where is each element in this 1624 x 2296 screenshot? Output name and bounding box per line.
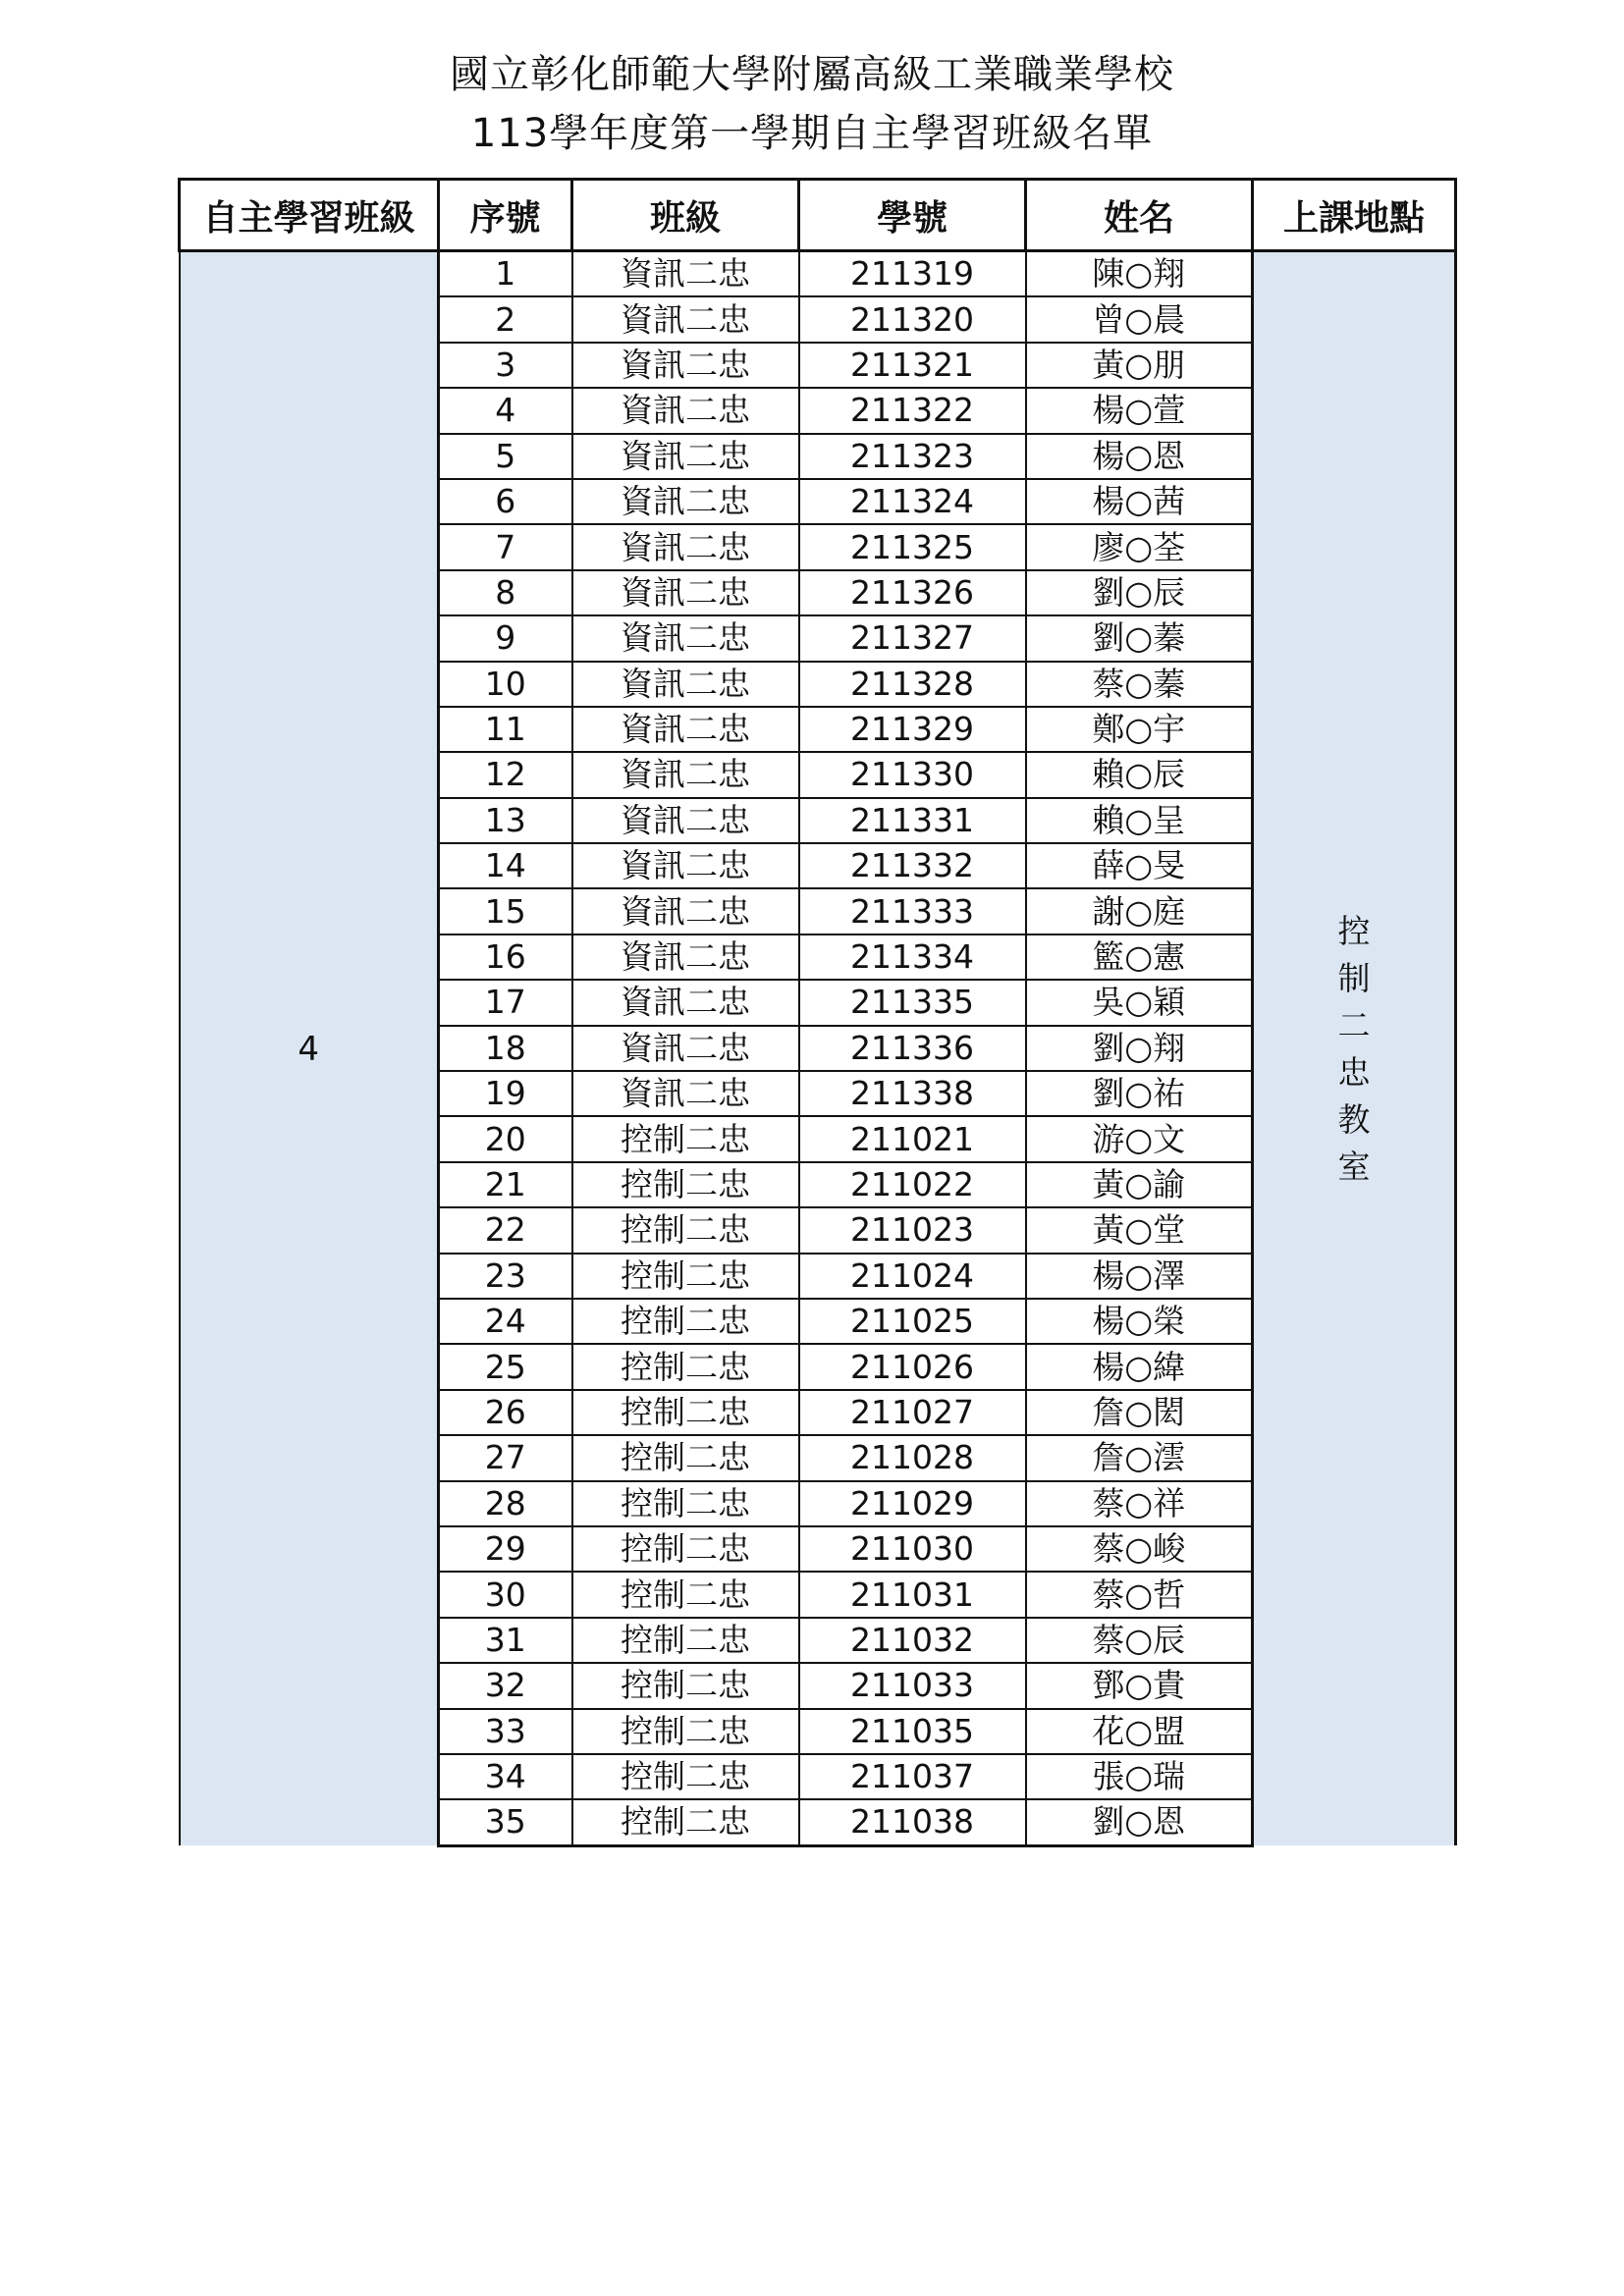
row-name-cell: 楊○萱 <box>1026 388 1253 433</box>
row-name-cell: 游○文 <box>1026 1116 1253 1161</box>
row-seq-cell: 6 <box>439 479 572 524</box>
document-title: 國立彰化師範大學附屬高級工業職業學校 <box>450 52 1174 97</box>
row-name-cell: 張○瑞 <box>1026 1754 1253 1799</box>
row-seq-cell: 11 <box>439 707 572 752</box>
row-class-cell: 控制二忠 <box>572 1799 799 1845</box>
row-student-id-cell: 211330 <box>799 752 1026 797</box>
row-class-cell: 控制二忠 <box>572 1572 799 1617</box>
row-name-cell: 詹○澐 <box>1026 1435 1253 1480</box>
row-student-id-cell: 211022 <box>799 1162 1026 1207</box>
row-class-cell: 資訊二忠 <box>572 570 799 615</box>
row-class-cell: 控制二忠 <box>572 1754 799 1799</box>
row-name-cell: 楊○緯 <box>1026 1344 1253 1389</box>
row-student-id-cell: 211031 <box>799 1572 1026 1617</box>
row-name-cell: 劉○蓁 <box>1026 615 1253 661</box>
header-location: 上課地點 <box>1253 180 1456 251</box>
row-student-id-cell: 211029 <box>799 1481 1026 1526</box>
row-student-id-cell: 211332 <box>799 843 1026 888</box>
row-seq-cell: 24 <box>439 1299 572 1344</box>
row-student-id-cell: 211331 <box>799 798 1026 843</box>
row-name-cell: 劉○翔 <box>1026 1026 1253 1071</box>
row-name-cell: 楊○澤 <box>1026 1254 1253 1299</box>
row-class-cell: 資訊二忠 <box>572 296 799 342</box>
row-class-cell: 資訊二忠 <box>572 843 799 888</box>
group-number-cell: 4 <box>180 251 439 1846</box>
document-subtitle: 113學年度第一學期自主學習班級名單 <box>470 111 1154 156</box>
row-name-cell: 蔡○哲 <box>1026 1572 1253 1617</box>
row-name-cell: 廖○荃 <box>1026 524 1253 569</box>
row-student-id-cell: 211323 <box>799 434 1026 479</box>
row-class-cell: 控制二忠 <box>572 1162 799 1207</box>
header-name: 姓名 <box>1026 180 1253 251</box>
row-class-cell: 控制二忠 <box>572 1299 799 1344</box>
row-student-id-cell: 211324 <box>799 479 1026 524</box>
table-row <box>180 251 1456 297</box>
row-student-id-cell: 211333 <box>799 888 1026 934</box>
row-student-id-cell: 211026 <box>799 1344 1026 1389</box>
row-seq-cell: 15 <box>439 888 572 934</box>
row-name-cell: 花○盟 <box>1026 1709 1253 1754</box>
row-seq-cell: 2 <box>439 296 572 342</box>
row-seq-cell: 3 <box>439 343 572 388</box>
row-name-cell: 鄭○宇 <box>1026 707 1253 752</box>
row-name-cell: 籃○憲 <box>1026 934 1253 980</box>
row-seq-cell: 4 <box>439 388 572 433</box>
row-student-id-cell: 211023 <box>799 1207 1026 1253</box>
row-class-cell: 資訊二忠 <box>572 615 799 661</box>
row-class-cell: 控制二忠 <box>572 1207 799 1253</box>
row-class-cell: 控制二忠 <box>572 1435 799 1480</box>
row-seq-cell: 23 <box>439 1254 572 1299</box>
header-group: 自主學習班級 <box>180 180 439 251</box>
row-seq-cell: 26 <box>439 1390 572 1435</box>
row-class-cell: 資訊二忠 <box>572 888 799 934</box>
row-name-cell: 蔡○辰 <box>1026 1618 1253 1663</box>
row-name-cell: 賴○辰 <box>1026 752 1253 797</box>
row-name-cell: 賴○呈 <box>1026 798 1253 843</box>
header-row <box>180 180 1456 251</box>
row-student-id-cell: 211320 <box>799 296 1026 342</box>
row-name-cell: 蔡○蓁 <box>1026 662 1253 707</box>
row-class-cell: 控制二忠 <box>572 1618 799 1663</box>
row-name-cell: 吳○穎 <box>1026 980 1253 1025</box>
row-class-cell: 控制二忠 <box>572 1344 799 1389</box>
row-seq-cell: 25 <box>439 1344 572 1389</box>
row-seq-cell: 13 <box>439 798 572 843</box>
row-student-id-cell: 211329 <box>799 707 1026 752</box>
row-class-cell: 資訊二忠 <box>572 388 799 433</box>
row-class-cell: 資訊二忠 <box>572 343 799 388</box>
table-body <box>180 251 1456 1846</box>
row-name-cell: 詹○閎 <box>1026 1390 1253 1435</box>
row-class-cell: 資訊二忠 <box>572 1071 799 1116</box>
row-student-id-cell: 211027 <box>799 1390 1026 1435</box>
row-student-id-cell: 211334 <box>799 934 1026 980</box>
row-class-cell: 控制二忠 <box>572 1481 799 1526</box>
row-student-id-cell: 211328 <box>799 662 1026 707</box>
row-student-id-cell: 211032 <box>799 1618 1026 1663</box>
row-seq-cell: 32 <box>439 1663 572 1708</box>
row-seq-cell: 22 <box>439 1207 572 1253</box>
row-class-cell: 控制二忠 <box>572 1526 799 1572</box>
row-seq-cell: 31 <box>439 1618 572 1663</box>
row-class-cell: 控制二忠 <box>572 1390 799 1435</box>
row-seq-cell: 18 <box>439 1026 572 1071</box>
row-student-id-cell: 211021 <box>799 1116 1026 1161</box>
row-class-cell: 資訊二忠 <box>572 798 799 843</box>
row-student-id-cell: 211030 <box>799 1526 1026 1572</box>
row-student-id-cell: 211322 <box>799 388 1026 433</box>
row-student-id-cell: 211037 <box>799 1754 1026 1799</box>
row-name-cell: 蔡○峻 <box>1026 1526 1253 1572</box>
row-seq-cell: 35 <box>439 1799 572 1845</box>
row-seq-cell: 33 <box>439 1709 572 1754</box>
row-class-cell: 資訊二忠 <box>572 434 799 479</box>
row-student-id-cell: 211028 <box>799 1435 1026 1480</box>
row-class-cell: 控制二忠 <box>572 1663 799 1708</box>
student-roster-table <box>178 178 1457 1847</box>
row-class-cell: 控制二忠 <box>572 1116 799 1161</box>
row-class-cell: 控制二忠 <box>572 1254 799 1299</box>
row-class-cell: 資訊二忠 <box>572 1026 799 1071</box>
row-seq-cell: 12 <box>439 752 572 797</box>
row-seq-cell: 5 <box>439 434 572 479</box>
header-student-id: 學號 <box>799 180 1026 251</box>
row-name-cell: 楊○茜 <box>1026 479 1253 524</box>
row-class-cell: 控制二忠 <box>572 1709 799 1754</box>
row-name-cell: 謝○庭 <box>1026 888 1253 934</box>
row-name-cell: 黃○諭 <box>1026 1162 1253 1207</box>
row-seq-cell: 19 <box>439 1071 572 1116</box>
row-name-cell: 劉○恩 <box>1026 1799 1253 1845</box>
row-seq-cell: 29 <box>439 1526 572 1572</box>
row-class-cell: 資訊二忠 <box>572 662 799 707</box>
row-seq-cell: 14 <box>439 843 572 888</box>
row-seq-cell: 21 <box>439 1162 572 1207</box>
row-class-cell: 資訊二忠 <box>572 980 799 1025</box>
row-name-cell: 蔡○祥 <box>1026 1481 1253 1526</box>
row-name-cell: 陳○翔 <box>1026 251 1253 297</box>
row-seq-cell: 28 <box>439 1481 572 1526</box>
row-seq-cell: 8 <box>439 570 572 615</box>
row-name-cell: 曾○晨 <box>1026 296 1253 342</box>
header-seq: 序號 <box>439 180 572 251</box>
row-seq-cell: 27 <box>439 1435 572 1480</box>
row-seq-cell: 9 <box>439 615 572 661</box>
row-name-cell: 鄧○貴 <box>1026 1663 1253 1708</box>
row-class-cell: 資訊二忠 <box>572 934 799 980</box>
row-student-id-cell: 211335 <box>799 980 1026 1025</box>
row-class-cell: 資訊二忠 <box>572 707 799 752</box>
row-seq-cell: 34 <box>439 1754 572 1799</box>
row-seq-cell: 7 <box>439 524 572 569</box>
row-name-cell: 薛○旻 <box>1026 843 1253 888</box>
row-student-id-cell: 211326 <box>799 570 1026 615</box>
row-student-id-cell: 211038 <box>799 1799 1026 1845</box>
row-student-id-cell: 211033 <box>799 1663 1026 1708</box>
header-class: 班級 <box>572 180 799 251</box>
row-student-id-cell: 211319 <box>799 251 1026 297</box>
table-header <box>180 180 1456 251</box>
row-name-cell: 楊○恩 <box>1026 434 1253 479</box>
location-text: 控制二忠教室 <box>1337 911 1371 1186</box>
row-student-id-cell: 211025 <box>799 1299 1026 1344</box>
row-seq-cell: 30 <box>439 1572 572 1617</box>
row-seq-cell: 20 <box>439 1116 572 1161</box>
row-name-cell: 劉○辰 <box>1026 570 1253 615</box>
row-student-id-cell: 211321 <box>799 343 1026 388</box>
row-student-id-cell: 211327 <box>799 615 1026 661</box>
row-class-cell: 資訊二忠 <box>572 524 799 569</box>
row-seq-cell: 17 <box>439 980 572 1025</box>
row-student-id-cell: 211035 <box>799 1709 1026 1754</box>
row-name-cell: 黃○朋 <box>1026 343 1253 388</box>
row-name-cell: 黃○堂 <box>1026 1207 1253 1253</box>
row-student-id-cell: 211338 <box>799 1071 1026 1116</box>
row-seq-cell: 10 <box>439 662 572 707</box>
row-student-id-cell: 211024 <box>799 1254 1026 1299</box>
row-student-id-cell: 211325 <box>799 524 1026 569</box>
row-name-cell: 楊○榮 <box>1026 1299 1253 1344</box>
row-class-cell: 資訊二忠 <box>572 251 799 297</box>
location-cell <box>1253 251 1456 1846</box>
row-class-cell: 資訊二忠 <box>572 479 799 524</box>
row-student-id-cell: 211336 <box>799 1026 1026 1071</box>
row-name-cell: 劉○祐 <box>1026 1071 1253 1116</box>
row-seq-cell: 1 <box>439 251 572 297</box>
row-seq-cell: 16 <box>439 934 572 980</box>
row-class-cell: 資訊二忠 <box>572 752 799 797</box>
